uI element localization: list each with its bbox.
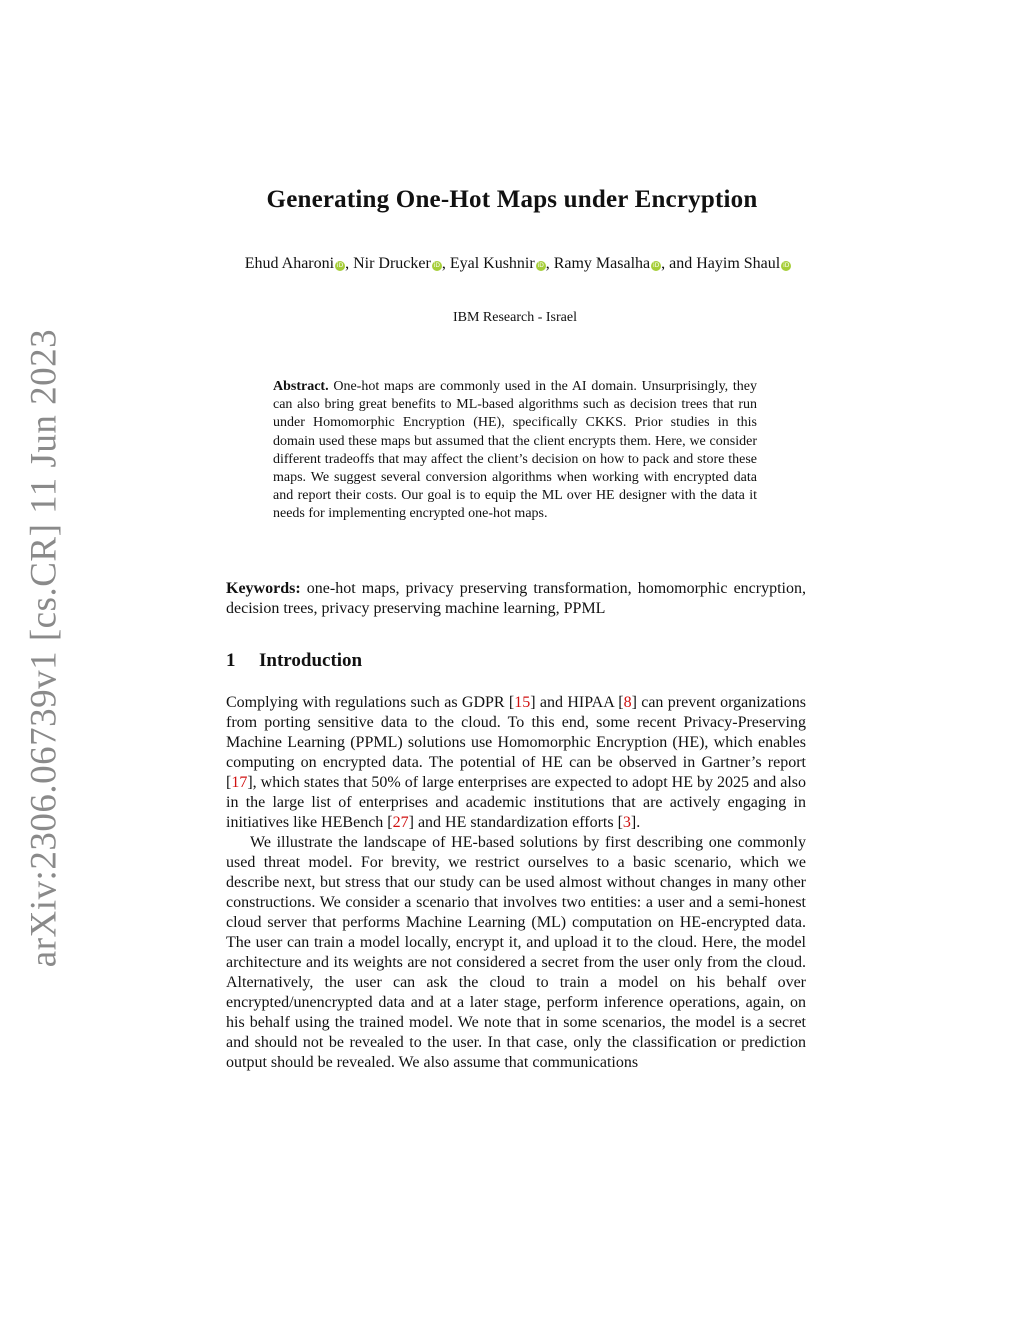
- abstract-text: One-hot maps are commonly used in the AI domain. Unsurprisingly, they can also bring great benefits to ML-based algorithms such as decision trees that run under Homomorphic Encryption (HE), specifically CKKS. Prior studies in this domain used these maps but assumed that the client encrypts them. Here, we consider different tradeoffs that may affect the client’s decision on how to pack and store these maps. We suggest several conversion algorithms when working with encrypted data and report their costs. Our goal is to equip the ML over HE designer with the data it needs for implementing encrypted one-hot maps.: [273, 379, 758, 522]
- citation-link[interactable]: 8: [623, 694, 632, 711]
- keywords-text: one-hot maps, privacy preserving transformation, homomorphic encryption, decision trees, privacy preserving machine learning, PPML: [226, 580, 807, 617]
- author-name: Ramy Masalha: [553, 255, 651, 272]
- abstract-block: [273, 378, 757, 524]
- author-separator: ,: [441, 255, 450, 272]
- author-separator: ,: [345, 255, 354, 272]
- orcid-icon[interactable]: iD: [433, 262, 440, 269]
- body-text: [226, 693, 806, 1073]
- orcid-icon[interactable]: iD: [336, 262, 344, 269]
- abstract-label: Abstract.: [273, 379, 329, 394]
- author-name: Nir Drucker: [353, 255, 431, 272]
- keywords-block: [226, 579, 806, 619]
- author-affiliation: IBM Research - Israel: [452, 310, 577, 325]
- author-separator: ,: [545, 255, 554, 272]
- author-name: Hayim Shaul: [696, 255, 781, 272]
- author-list: [228, 254, 808, 274]
- paper-title: Generating One-Hot Maps under Encryption: [266, 186, 758, 213]
- text-run: Complying with regulations such as GDPR [: [226, 694, 515, 711]
- paragraph: [226, 693, 806, 833]
- section-number: 1: [226, 650, 236, 671]
- arxiv-identifier-text: arXiv:2306.06739v1 [cs.CR] 11 Jun 2023: [23, 328, 65, 968]
- text-run: ], which states that 50% of large enterprises are expected to adopt HE by 2025 and also in the large list of enterprises and academic institutions that are actively engaging in initiatives like HEBench [: [226, 774, 806, 831]
- keywords-label: Keywords:: [226, 580, 301, 597]
- section-title: Introduction: [259, 650, 363, 671]
- text-run: ] and HE standardization efforts [: [408, 814, 623, 831]
- citation-link[interactable]: 15: [514, 694, 531, 711]
- author-separator: , and: [661, 255, 697, 272]
- author-name: Eyal Kushnir: [449, 255, 535, 272]
- text-run: ] and HIPAA [: [530, 694, 624, 711]
- text-run: ] can prevent organizations from porting sensitive data to the cloud. To this end, some recent Privacy-Preserving Machine Learning (PPML) solutions use Homomorphic Encryption (HE), which enables computing on encrypted data. The potential of HE can be observed in Gartner’s report [: [226, 694, 806, 791]
- orcid-icon[interactable]: iD: [783, 262, 790, 269]
- citation-link[interactable]: 3: [622, 814, 631, 831]
- section-heading: [226, 650, 362, 672]
- orcid-icon[interactable]: iD: [537, 262, 544, 269]
- citation-link[interactable]: 27: [392, 814, 409, 831]
- citation-link[interactable]: 17: [231, 774, 248, 791]
- paragraph: We illustrate the landscape of HE-based solutions by first describing one commonly used threat model. For brevity, we restrict ourselves to a basic scenario, which we describe next, but stress that our study can be used almost without changes in many other constructions. We consider a scenario that involves two entities: a user and a semi-honest cloud server that performs Machine Learning (ML) computation on HE-encrypted data. The user can train a model locally, encrypt it, and upload it to the cloud. Here, the model architecture and its weights are not considered a secret from the user only from the cloud. Alternatively, the user can ask the cloud to train a model on his behalf over encrypted/unencrypted data and at a later stage, perform inference operations, again, on his behalf using the trained model. We note that in some scenarios, the model is a secret and should not be revealed to the user. In that case, only the classification or prediction output should be revealed. We also assume that communications: [226, 834, 806, 1071]
- author-name: Ehud Aharoni: [244, 255, 335, 272]
- text-run: ].: [630, 814, 641, 831]
- orcid-icon[interactable]: iD: [652, 262, 660, 269]
